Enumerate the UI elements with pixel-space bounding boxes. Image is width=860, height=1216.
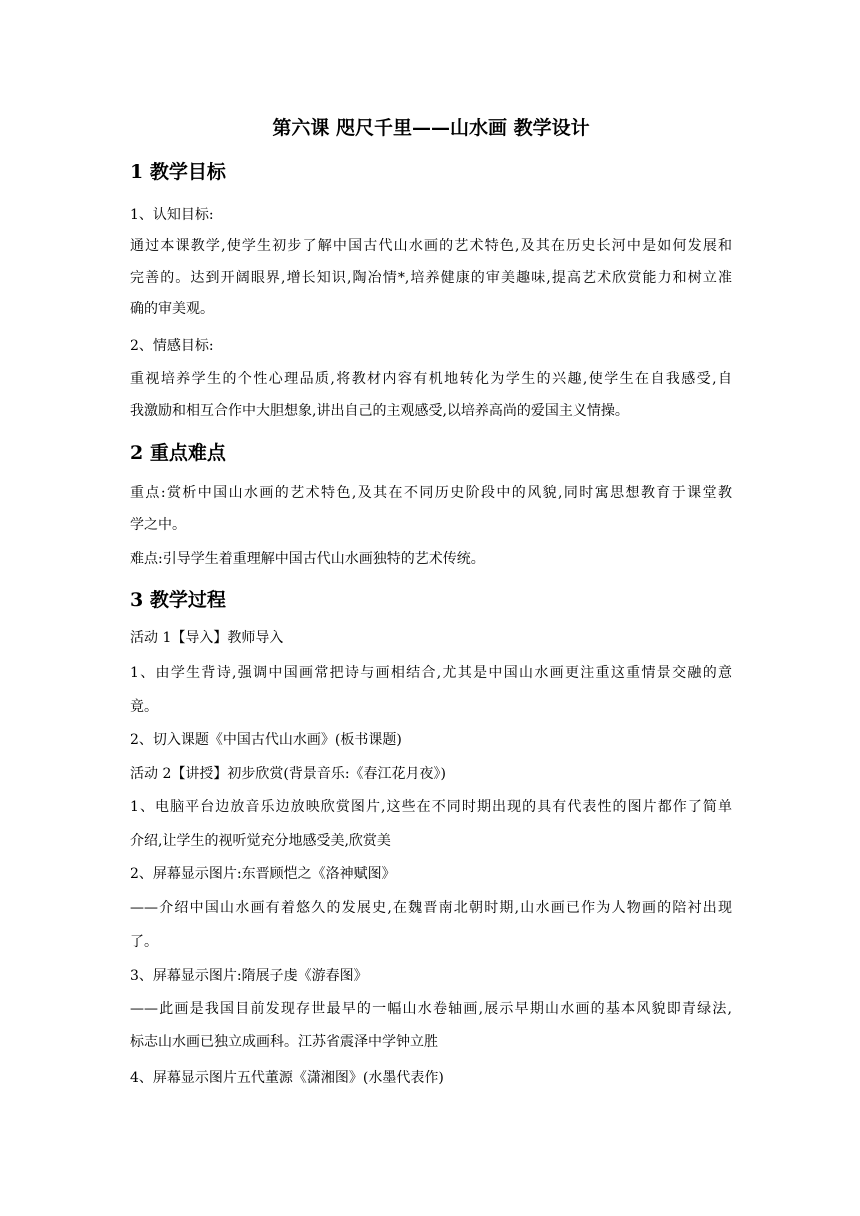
paragraph-line: 难点:引导学生着重理解中国古代山水画独特的艺术传统。	[130, 551, 485, 567]
paragraph-line: ——此画是我国目前发现存世最早的一幅山水卷轴画,展示早期山水画的基本风貌即青绿法,	[130, 1001, 732, 1017]
section-heading-process: 3 教学过程	[130, 589, 226, 611]
paragraph-line: 重视培养学生的个性心理品质,将教材内容有机地转化为学生的兴趣,使学生在自我感受,自	[130, 371, 732, 387]
paragraph-line: 介绍,让学生的视听觉充分地感受美,欣赏美	[130, 833, 391, 849]
paragraph-line: 2、切入课题《中国古代山水画》(板书课题)	[130, 732, 402, 748]
paragraph-line: 1、由学生背诗,强调中国画常把诗与画相结合,尤其是中国山水画更注重这重情景交融的意	[130, 665, 732, 681]
paragraph-line: 1、电脑平台边放音乐边放映欣赏图片,这些在不同时期出现的具有代表性的图片都作了简单	[130, 799, 732, 815]
paragraph-line: 学之中。	[130, 517, 186, 533]
paragraph-line: 活动 2【讲授】初步欣赏(背景音乐:《春江花月夜》)	[130, 766, 446, 782]
paragraph-line: 2、屏幕显示图片:东晋顾恺之《洛神赋图》	[130, 866, 396, 882]
paragraph-line: 竟。	[130, 699, 158, 715]
paragraph-line: 1、认知目标:	[130, 207, 214, 223]
paragraph-line: ——介绍中国山水画有着悠久的发展史,在魏晋南北朝时期,山水画已作为人物画的陪衬出现	[130, 900, 732, 916]
paragraph-line: 确的审美观。	[130, 301, 214, 317]
document-title: 第六课 咫尺千里——山水画 教学设计	[272, 117, 590, 139]
paragraph-line: 完善的。达到开阔眼界,增长知识,陶冶情*,培养健康的审美趣味,提高艺术欣赏能力和树立准	[130, 270, 732, 286]
paragraph-line: 通过本课教学,使学生初步了解中国古代山水画的艺术特色,及其在历史长河中是如何发展和	[130, 238, 732, 254]
paragraph-line: 活动 1【导入】教师导入	[130, 630, 284, 646]
section-heading-objectives: 1 教学目标	[130, 161, 226, 183]
paragraph-line: 4、屏幕显示图片五代董源《潇湘图》(水墨代表作)	[130, 1070, 444, 1086]
paragraph-line: 3、屏幕显示图片:隋展子虔《游春图》	[130, 968, 368, 984]
paragraph-line: 标志山水画已独立成画科。江苏省震泽中学钟立胜	[130, 1034, 438, 1050]
section-heading-key-points: 2 重点难点	[130, 442, 226, 464]
paragraph-line: 2、情感目标:	[130, 338, 214, 354]
paragraph-line: 我激励和相互合作中大胆想象,讲出自己的主观感受,以培养高尚的爱国主义情操。	[130, 403, 629, 419]
paragraph-line: 了。	[130, 934, 158, 950]
paragraph-line: 重点:赏析中国山水画的艺术特色,及其在不同历史阶段中的风貌,同时寓思想教育于课堂教	[130, 485, 732, 501]
